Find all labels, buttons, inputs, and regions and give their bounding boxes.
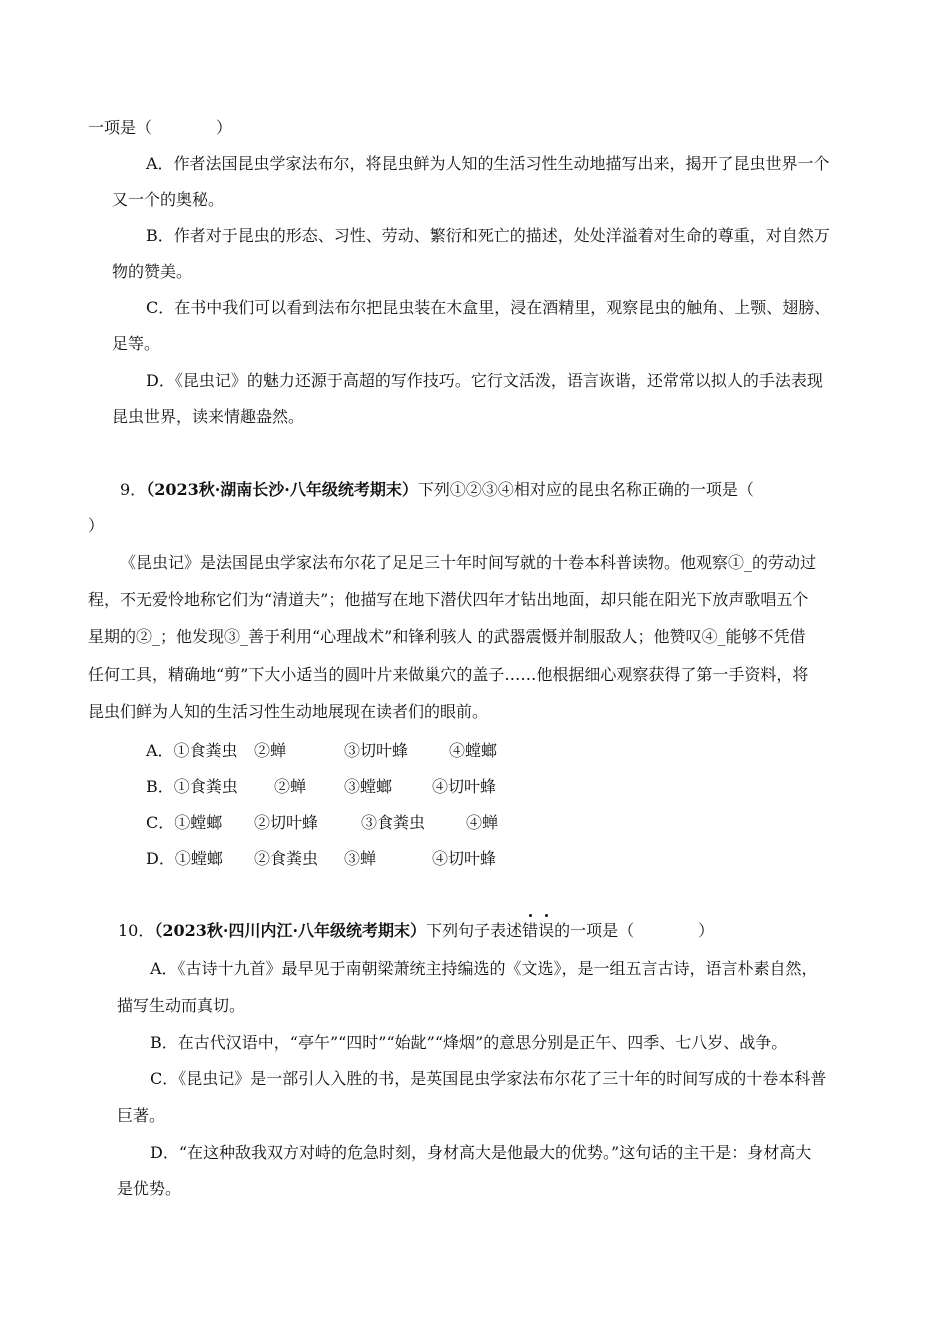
q8-option-c-line1: C．在书中我们可以看到法布尔把昆虫装在木盒里，浸在酒精里，观察昆虫的触角、上颚、翅膀、: [146, 298, 831, 317]
q10-option-a-line1: A．《古诗十九首》最早见于南朝梁萧统主持编选的《文选》，是一组五言古诗，语言朴素自然，: [150, 959, 818, 978]
q9-option-c-item4: ④蝉: [466, 813, 499, 832]
q10-number: 10．: [118, 921, 155, 940]
q9-option-c-item1: C．①螳螂: [146, 813, 223, 832]
q9-option-d-item2: ②食粪虫: [254, 849, 319, 868]
q8-stem-tail: 一项是（ ）: [88, 118, 233, 137]
q9-stem-end: ）: [88, 516, 105, 535]
q8-option-d-line1: D．《昆虫记》的魅力还源于高超的写作技巧。它行文活泼，语言诙谐，还常常以拟人的手法表现: [146, 371, 823, 390]
q9-option-a: [146, 740, 497, 762]
q10-option-a-line2: 描写生动而真切。: [117, 996, 246, 1015]
q9-option-d: [146, 848, 496, 870]
q9-option-b: [146, 776, 496, 798]
q10-stem: [118, 920, 714, 942]
q8-option-a-line2: 又一个的奥秘。: [112, 190, 225, 209]
q9-option-b-item3: ③螳螂: [344, 777, 393, 796]
q9-option-c-item3: ③食粪虫: [361, 813, 426, 832]
q8-option-b-line2: 物的赞美。: [112, 262, 193, 281]
q9-option-a-item2: ②蝉: [254, 741, 287, 760]
q10-question-post: 的一项是（ ）: [554, 921, 715, 940]
q8-option-b-line1: B．作者对于昆虫的形态、习性、劳动、繁衍和死亡的描述，处处洋溢着对生命的尊重，对自然万: [146, 226, 830, 245]
q9-passage-line1: 《昆虫记》是法国昆虫学家法布尔花了足足三十年时间写就的十卷本科普读物。他观察①_的劳动过: [120, 553, 817, 572]
q10-source: （2023秋·四川内江·八年级统考期末）: [154, 921, 427, 940]
q8-option-d-line2: 昆虫世界，读来情趣盎然。: [112, 407, 305, 426]
q9-option-c: [146, 812, 498, 834]
q9-option-a-item3: ③切叶蜂: [344, 741, 409, 760]
q10-question-pre: 下列句子表述: [426, 921, 523, 940]
q9-option-c-item2: ②切叶蜂: [254, 813, 319, 832]
q10-option-b-line1: B．在古代汉语中，“亭午”“四时”“始龀”“烽烟”的意思分别是正午、四季、七八岁、战争。: [150, 1033, 788, 1052]
q9-number: 9．: [120, 480, 147, 499]
q10-option-d-line1: D．“在这种敌我双方对峙的危急时刻，身材高大是他最大的优势。”这句话的主干是：身材高大: [150, 1143, 812, 1162]
q9-option-b-item4: ④切叶蜂: [432, 777, 497, 796]
q10-option-d-line2: 是优势。: [117, 1179, 182, 1198]
q10-option-c-line1: C．《昆虫记》是一部引人入胜的书，是英国昆虫学家法布尔花了三十年的时间写成的十卷本科普: [150, 1069, 827, 1088]
q9-passage-line3: 星期的②_；他发现③_善于利用“心理战术”和锋利骇人 的武器震慑并制服敌人；他赞叹④_能够不凭借: [88, 627, 806, 646]
q9-passage-line5: 昆虫们鲜为人知的生活习性生动地展现在读者们的眼前。: [88, 702, 489, 721]
q9-option-b-item2: ②蝉: [274, 777, 307, 796]
q9-option-d-item1: D．①螳螂: [146, 849, 223, 868]
q10-option-c-line2: 巨著。: [117, 1106, 166, 1125]
q9-question: 下列①②③④相对应的昆虫名称正确的一项是（: [417, 480, 754, 499]
q9-option-b-item1: B．①食粪虫: [146, 777, 238, 796]
q9-option-d-item4: ④切叶蜂: [432, 849, 497, 868]
q9-option-a-item4: ④螳螂: [449, 741, 498, 760]
q9-option-d-item3: ③蝉: [344, 849, 377, 868]
q10-emphasis-char1: 错: [522, 921, 539, 940]
q9-stem: [120, 479, 754, 501]
q9-source: （2023秋·湖南长沙·八年级统考期末）: [146, 480, 418, 499]
q10-emphasis-char2: 误: [538, 921, 555, 940]
q9-passage-line2: 程，不无爱怜地称它们为“清道夫”；他描写在地下潜伏四年才钻出地面，却只能在阳光下放声歌唱五个: [88, 590, 809, 609]
q9-option-a-item1: A．①食粪虫: [146, 741, 238, 760]
q8-option-c-line2: 足等。: [112, 334, 161, 353]
q9-passage-line4: 任何工具，精确地“剪”下大小适当的圆叶片来做巢穴的盖子……他根据细心观察获得了第一手资料，将: [88, 665, 809, 684]
q8-option-a-line1: A．作者法国昆虫学家法布尔，将昆虫鲜为人知的生活习性生动地描写出来，揭开了昆虫世界一个: [146, 154, 830, 173]
